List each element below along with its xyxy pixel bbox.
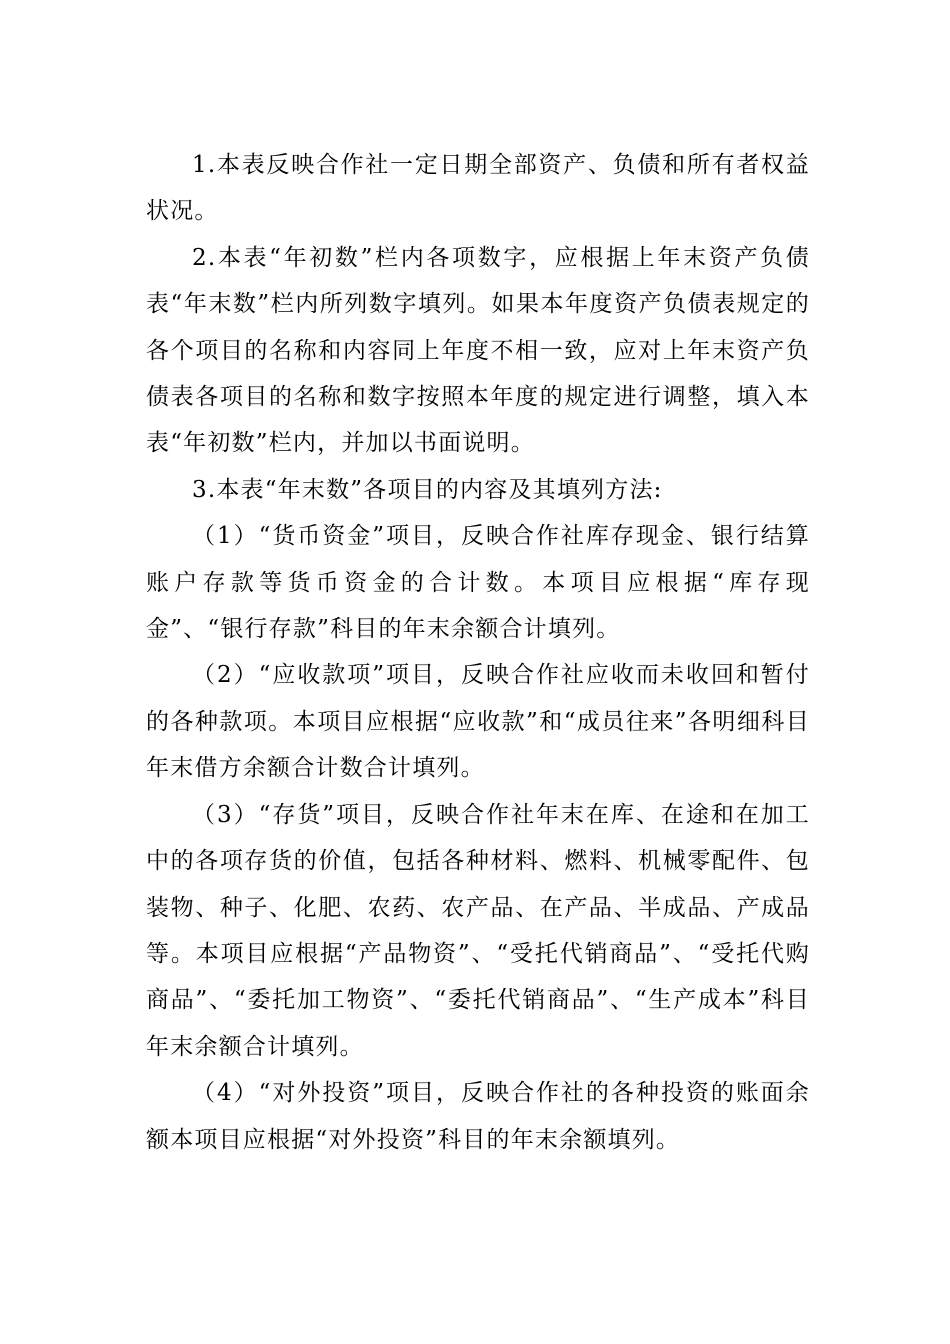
paragraph-1: 1.本表反映合作社一定日期全部资产、负债和所有者权益状况。	[146, 152, 810, 225]
paragraph-4: （1）“货币资金”项目，反映合作社库存现金、银行结算账户存款等货币资金的合计数。本项目应根据“库存现金”、“银行存款”科目的年末余额合计填列。	[146, 523, 810, 643]
paragraph-5: （2）“应收款项”项目，反映合作社应收而未收回和暂付的各种款项。本项目应根据“应收款”和“成员往来”各明细科目年末借方余额合计数合计填列。	[146, 662, 810, 782]
paragraph-2: 2.本表“年初数”栏内各项数字，应根据上年末资产负债表“年末数”栏内所列数字填列。如果本年度资产负债表规定的各个项目的名称和内容同上年度不相一致，应对上年末资产负债表各项目的名称和数字按照本年度的规定进行调整，填入本表“年初数”栏内，并加以书面说明。	[146, 244, 810, 457]
paragraph-6: （3）“存货”项目，反映合作社年末在库、在途和在加工中的各项存货的价值，包括各种材料、燃料、机械零配件、包装物、种子、化肥、农药、农产品、在产品、半成品、产成品等。本项目应根据“产品物资”、“受托代销商品”、“受托代购商品”、“委托加工物资”、“委托代销商品”、“生产成本”科目年末余额合计填列。	[146, 801, 810, 1060]
paragraph-7: （4）“对外投资”项目，反映合作社的各种投资的账面余额本项目应根据“对外投资”科目的年末余额填列。	[146, 1080, 810, 1153]
paragraph-3: 3.本表“年末数”各项目的内容及其填列方法:	[192, 476, 663, 503]
document-body	[146, 142, 810, 1163]
